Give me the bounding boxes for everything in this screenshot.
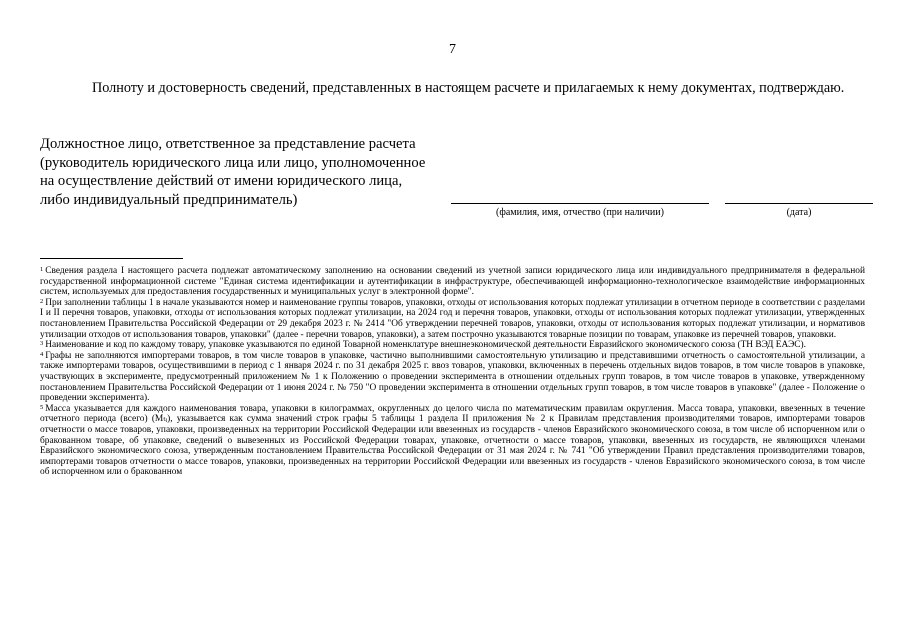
footnote-mark: 1 — [40, 266, 44, 273]
name-caption: (фамилия, имя, отчество (при наличии) — [496, 207, 664, 218]
official-line: либо индивидуальный предприниматель) — [40, 191, 298, 208]
name-signature-line — [451, 203, 709, 204]
footnote-4 — [40, 351, 865, 404]
official-line: (руководитель юридического лица или лицо, уполномоченное — [40, 154, 426, 171]
footnote-text: Наименование и код по каждому товару, упаковке указываются по единой Товарной номенклатуре внешнеэкономической деятельности Евразийского экономического союза (ТН ВЭД ЕАЭС). — [45, 340, 806, 351]
footnote-separator — [40, 258, 183, 259]
footnotes — [40, 266, 865, 478]
footnote-5 — [40, 404, 865, 478]
confirmation-text: Полноту и достоверность сведений, представленных в настоящем расчете и прилагаемых к нему документах, подтверждаю. — [92, 80, 845, 96]
footnote-mark: 2 — [40, 297, 44, 305]
footnote-text: Сведения раздела I настоящего расчета подлежат автоматическому заполнению на основании сведений из учетной записи юридического лица или индивидуального предпринимателя в федеральной государственной информационной системе "Единая система идентификации и аутентификации в инфраструктуре, обеспечивающей информационно-технологическое взаимодействие информационных систем, используемых для предоставления государственных и муниципальных услуг в электронной форме". — [40, 266, 865, 298]
footnote-mark: 3 — [40, 340, 44, 348]
footnote-text: Масса указывается для каждого наименования товара, упаковки в килограммах, округленных до целого числа по математическим правилам округления. Масса товара, упаковки, ввезенных в течение отчетного периода (всего) (Мₜᵢ), указывается как сумма значений строк графы 5 таблицы 1 раздела II приложения № 2 к Правилам представления производителями товаров, импортерами товаров отчетности о массе товаров, упаковки, произведенных на территории Российской Федерации или ввезенных из государств - членов Евразийского экономического союза, в том числе об испорченном или о бракованном товаре, об упаковке, сведений о вывезенных из Российской Федерации товарах, упаковке, отчетности о массе товаров, упаковки, ввезенных из государств, не являющихся членами Евразийского экономического союза, утвержденным постановлением Правительства Российской Федерации от 31 мая 2024 г. № 741 "Об утверждении Правил представления производителями товаров, импортерами товаров отчетности о массе товаров, упаковки, произведенных на территории Российской Федерации или ввезенных из государств - членов Евразийского экономического союза, в том числе об испорченном или о бракованном — [40, 403, 865, 478]
footnote-text: При заполнении таблицы 1 в начале указываются номер и наименование группы товаров, упаковки, отходы от использования которых подлежат утилизации в отчетном периоде в соответствии с разделами I и II перечня товаров, упаковки, отходы от использования которых подлежат утилизации, на 2024 год и перечня товаров, упаковки, отходы от использования которых подлежат утилизации, утвержденных постановлением Правительства Российской Федерации от 29 декабря 2023 г. № 2414 "Об утверждении перечней товаров, упаковки, отходы от использования которых подлежат утилизации, и нормативов утилизации отходов от использования товаров, упаковки" (далее - перечни товаров, упаковки), а затем построчно указываются товарные позиции по товарам, упаковке из перечней товаров, упаковки. — [40, 297, 865, 340]
footnote-2 — [40, 298, 865, 340]
footnote-mark: 4 — [40, 350, 44, 358]
date-signature-line — [725, 203, 873, 204]
footnote-text: Графы не заполняются импортерами товаров, в том числе товаров в упаковке, частично выполнившими самостоятельную утилизацию и представившими отчетность о самостоятельной утилизации, а также импортерами товаров, осуществившими в период с 1 января 2024 г. по 31 декабря 2025 г. ввоз товаров, упаковки, включенных в перечень отдельных видов товаров, в том числе товаров в упаковке, участвующих в эксперименте, предусмотренный приложением № 1 к Положению о проведении эксперимента в отношении отдельных групп товаров, в том числе товаров в упаковке, утвержденному постановлением Правительства Российской Федерации от 1 июня 2024 г. № 750 "О проведении эксперимента в отношении отдельных групп товаров, в том числе товаров в упаковке" (далее - Положение о проведении эксперимента). — [40, 350, 865, 404]
footnote-mark: 5 — [40, 403, 44, 411]
date-caption: (дата) — [786, 207, 812, 218]
footnote-3 — [40, 340, 865, 351]
page-number: 7 — [449, 42, 456, 57]
official-line: Должностное лицо, ответственное за представление расчета — [40, 136, 416, 152]
official-line: на осуществление действий от имени юридического лица, — [40, 173, 403, 189]
official-block — [40, 135, 460, 209]
footnote-1 — [40, 266, 865, 298]
